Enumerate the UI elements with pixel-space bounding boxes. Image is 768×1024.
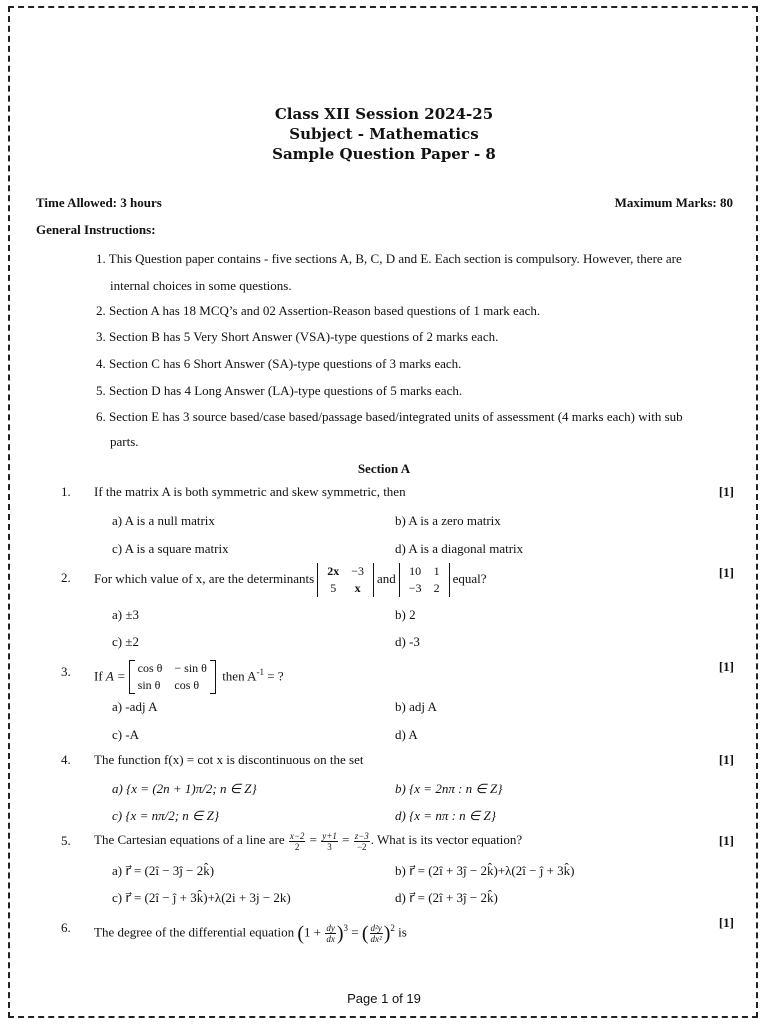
option-c: c) r⃗ = (2î − ĵ + 3k̂)+λ(2i + 3j − 2k) bbox=[112, 890, 291, 905]
instruction-item: 4. Section C has 6 Short Answer (SA)-type questions of 3 marks each. bbox=[96, 356, 462, 371]
question-number: 6. bbox=[61, 920, 71, 935]
option-a: a) A is a null matrix bbox=[112, 513, 215, 528]
option-a: a) -adj A bbox=[112, 699, 158, 714]
question-text: If the matrix A is both symmetric and skew symmetric, then bbox=[94, 484, 406, 499]
question-text bbox=[94, 561, 486, 597]
section-title: Section A bbox=[357, 461, 411, 476]
question-text-pre: The Cartesian equations of a line are bbox=[94, 832, 285, 847]
question-number: 3. bbox=[61, 664, 71, 679]
det-cell: −3 bbox=[351, 564, 364, 579]
cartesian-fraction: $\frac{x-2}{2}$ bbox=[289, 830, 305, 852]
question-text: The Cartesian equations of a line are $\frac{x-2}{2}$ = $\frac{y+1}{3}$ = $\frac{z-3}{-2}$ . What is its vector equation? bbox=[94, 830, 523, 852]
question-marks: [1] bbox=[718, 565, 734, 580]
option-c: c) {x = nπ/2; n ∈ Z} bbox=[112, 808, 220, 823]
det-cell: x bbox=[354, 581, 361, 596]
matrix-lhs: A = bbox=[105, 668, 126, 684]
instruction-item: parts. bbox=[110, 434, 139, 449]
instruction-item: 6. Section E has 3 source based/case based/passage based/integrated units of assessment (4 marks each) with sub bbox=[96, 409, 683, 424]
question-marks: [1] bbox=[718, 833, 734, 848]
question-text-post: . What is its vector equation? bbox=[370, 832, 523, 847]
option-d: d) A is a diagonal matrix bbox=[395, 541, 524, 556]
and-word: and bbox=[377, 571, 396, 586]
option-d: d) {x = nπ : n ∈ Z} bbox=[395, 808, 496, 823]
cartesian-fraction: $\frac{z-3}{-2}$ bbox=[354, 830, 369, 852]
option-a: a) {x = (2n + 1)π/2; n ∈ Z} bbox=[112, 781, 257, 796]
option-b: b) adj A bbox=[395, 699, 437, 714]
det-cell: −3 bbox=[408, 581, 422, 596]
det-cell: 10 bbox=[409, 564, 422, 579]
title-paper: Sample Question Paper - 8 bbox=[272, 145, 496, 163]
question-text-post: then A bbox=[222, 668, 257, 684]
question-text: The degree of the differential equation (1 + $\frac{dy}{dx}$ )$^3$ = ( $\frac{\text{d²y}}{\text{dx²}}$ )$^2$ is bbox=[94, 922, 407, 945]
det-cell: 1 bbox=[433, 564, 440, 579]
question-number: 1. bbox=[61, 484, 71, 499]
question-marks: [1] bbox=[718, 915, 734, 930]
question-text: The function f(x) = cot x is discontinuous on the set bbox=[94, 752, 364, 767]
derivative-fraction: $\frac{dy}{dx}$ bbox=[326, 922, 335, 944]
matrix-cell: cos θ bbox=[174, 678, 200, 693]
det-cell: 5 bbox=[330, 581, 337, 596]
option-c: c) A is a square matrix bbox=[112, 541, 229, 556]
determinant-1 bbox=[317, 563, 374, 597]
matrix-cell: sin θ bbox=[137, 678, 161, 693]
option-d: d) A bbox=[395, 727, 418, 742]
option-c: c) ±2 bbox=[112, 634, 139, 649]
det-cell: 2 bbox=[433, 581, 440, 596]
question-marks: [1] bbox=[718, 484, 734, 499]
derivative-fraction: $\frac{\text{d²y}}{\text{dx²}}$ bbox=[370, 922, 382, 944]
option-b: b) r⃗ = (2î + 3ĵ − 2k̂)+λ(2î − ĵ + 3k̂) bbox=[395, 863, 575, 878]
instruction-item: 1. This Question paper contains - five sections A, B, C, D and E. Each section is compulsory. However, there are bbox=[96, 251, 682, 266]
question-text-end: = ? bbox=[264, 668, 284, 684]
matrix-cell: − sin θ bbox=[174, 661, 207, 676]
instruction-item: 5. Section D has 4 Long Answer (LA)-type questions of 5 marks each. bbox=[96, 383, 463, 398]
det-cell: 2x bbox=[327, 564, 340, 579]
maximum-marks: Maximum Marks: 80 bbox=[614, 195, 733, 210]
instruction-item: internal choices in some questions. bbox=[110, 278, 292, 293]
option-d: d) r⃗ = (2î + 3ĵ − 2k̂) bbox=[395, 890, 498, 905]
question-text-pre: For which value of x, are the determinants bbox=[94, 571, 315, 586]
page-footer: Page 1 of 19 bbox=[347, 991, 421, 1006]
question-text bbox=[94, 654, 284, 694]
determinant-2 bbox=[399, 563, 450, 597]
option-a: a) ±3 bbox=[112, 607, 139, 622]
question-marks: [1] bbox=[718, 752, 734, 767]
time-allowed: Time Allowed: 3 hours bbox=[36, 195, 162, 210]
question-number: 4. bbox=[61, 752, 71, 767]
question-text-pre: The degree of the differential equation bbox=[94, 924, 295, 940]
question-text-post: equal? bbox=[452, 571, 487, 586]
option-d: d) -3 bbox=[395, 634, 420, 649]
cartesian-fraction: $\frac{y+1}{3}$ bbox=[322, 830, 337, 852]
instruction-item: 2. Section A has 18 MCQ’s and 02 Assertion-Reason based questions of 1 mark each. bbox=[96, 303, 541, 318]
matrix-cell: cos θ bbox=[137, 661, 163, 676]
option-c: c) -A bbox=[112, 727, 140, 742]
question-marks: [1] bbox=[718, 659, 734, 674]
question-number: 5. bbox=[61, 833, 71, 848]
title-subject: Subject - Mathematics bbox=[289, 125, 479, 143]
option-a: a) r⃗ = (2î − 3ĵ − 2k̂) bbox=[112, 863, 215, 878]
option-b: b) 2 bbox=[395, 607, 416, 622]
question-text-post: is bbox=[398, 924, 407, 940]
rotation-matrix bbox=[129, 660, 216, 694]
title-class: Class XII Session 2024-25 bbox=[274, 105, 494, 123]
instructions-heading: General Instructions: bbox=[36, 222, 156, 237]
option-b: b) A is a zero matrix bbox=[395, 513, 501, 528]
inverse-sup: -1 bbox=[256, 667, 264, 677]
question-number: 2. bbox=[61, 570, 71, 585]
question-text-pre: If bbox=[94, 668, 103, 684]
instruction-item: 3. Section B has 5 Very Short Answer (VSA)-type questions of 2 marks each. bbox=[96, 329, 499, 344]
option-b: b) {x = 2nπ : n ∈ Z} bbox=[395, 781, 503, 796]
